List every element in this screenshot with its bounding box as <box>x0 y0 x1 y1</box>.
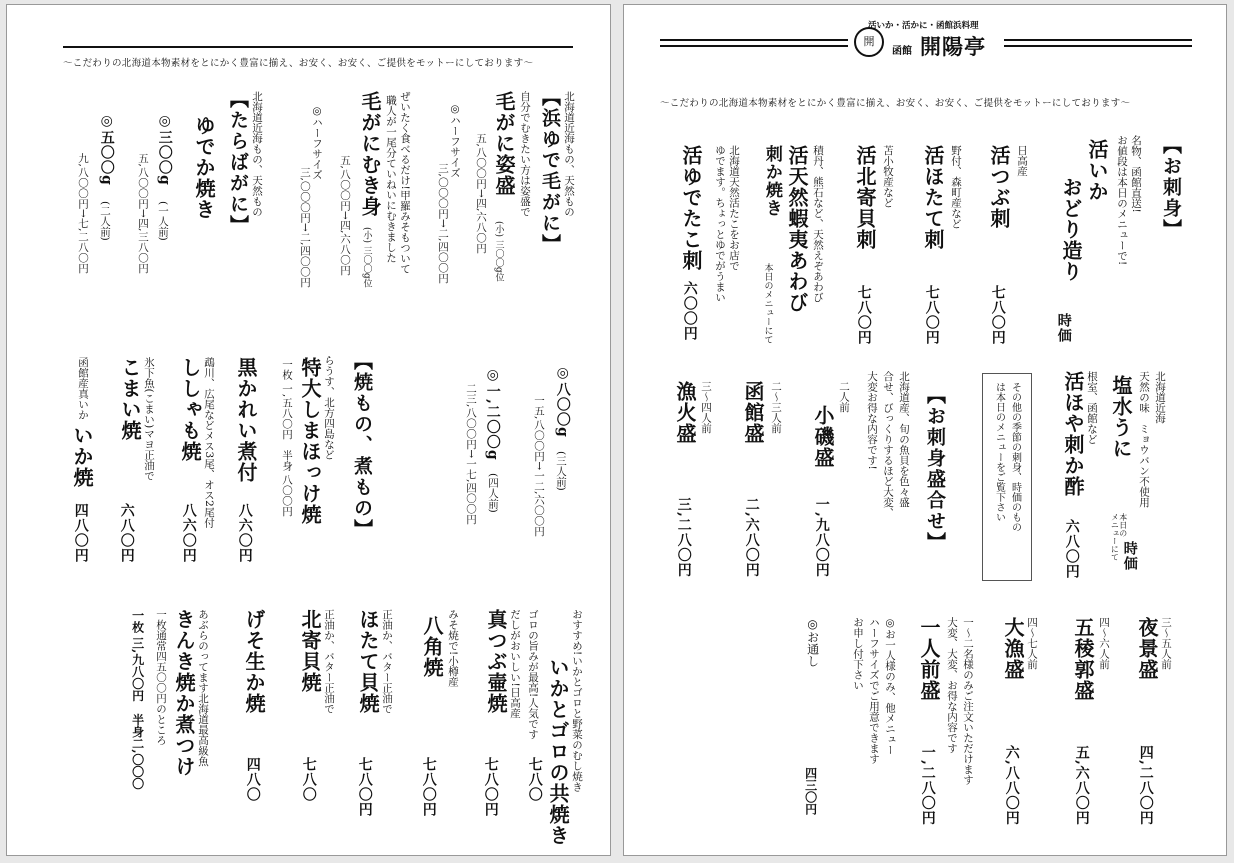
yakimono-section-heading: 【焼もの、煮もの】 <box>350 351 373 540</box>
hakodate-price: 二,六八〇円 <box>743 497 760 578</box>
tako-desc: 北海道天然活たこをお店で <box>728 145 741 271</box>
uni-desc: 天然の味 ミョウバン不使用 <box>1138 371 1151 508</box>
sugata-price: 五,八〇〇円→四,六八〇円 <box>475 133 488 254</box>
seasonal-note-box <box>982 373 1032 581</box>
mukimi-price: 五,八〇〇円→四,六八〇円 <box>339 155 352 276</box>
goryo-price: 五,六八〇円 <box>1073 745 1090 826</box>
geso-title: げそ生か焼 <box>242 609 266 714</box>
brand-tagline: 活いか・活かに・函館浜料理 <box>868 21 979 31</box>
kyoyaki-title: いかとゴロの共焼き <box>546 657 570 846</box>
g1200-people: (四人前) <box>487 473 500 513</box>
ichinin-price: 一,二八〇円 <box>919 745 936 826</box>
isaribi-price: 三,二八〇円 <box>675 497 692 578</box>
hotate-sashi-price: 七八〇円 <box>923 285 940 345</box>
kyoyaki-price: 七八〇 <box>526 757 543 802</box>
kyoyaki-desc: ゴロの旨みが最高!人気です <box>527 609 540 740</box>
g500-price: 九,八〇〇円→七,二八〇円 <box>77 153 90 274</box>
g800-price: 一五,八〇〇円→一二,六〇〇円 <box>533 395 546 537</box>
hamayude-desc: 北海道近海もの、天然もの <box>563 91 576 217</box>
yakei-title: 夜景盛 <box>1135 617 1159 680</box>
box-note-text: その他の季節の刺身、時価のもの <box>1009 382 1021 532</box>
mukimi-desc: ぜいたく食べるだけ!甲羅みそもついて <box>399 91 412 274</box>
header-rule-right-2 <box>1004 45 1192 47</box>
g300-price: 五,八〇〇円→四,三八〇円 <box>137 153 150 274</box>
koiso-desc: 二人前 <box>838 381 851 413</box>
hotate-sashi-title: 活ほたて刺 <box>921 145 945 250</box>
shop-emblem-logo: 開 <box>854 27 884 57</box>
ikayaki-desc: 函館産真いか <box>77 357 90 420</box>
mukimi-title: 毛がにむき身 <box>358 91 382 217</box>
komai-desc: 氷下魚(こまい)マヨ正油で <box>143 357 156 481</box>
odori-price: 時価 <box>1055 313 1072 343</box>
komai-price: 六八〇円 <box>118 503 135 563</box>
half-desc: ◎お一人様のみ、他メニュー <box>884 617 897 755</box>
hotate-desc: 野付、森町産など <box>950 145 963 229</box>
uni-note: 本日の メニューにて <box>1110 513 1128 561</box>
hoya-title: 活ほや刺か酢 <box>1061 371 1085 497</box>
moriawase-desc: 北海道産、旬の魚貝を色々盛 <box>898 371 911 508</box>
kinki-desc: 一枚通常四五〇〇円のところ <box>155 609 168 746</box>
otoshi-title: ◎お通し <box>805 617 820 667</box>
tairyo-title: 大漁盛 <box>1001 617 1025 680</box>
tairyo-desc: 四〜七人前 <box>1026 617 1039 670</box>
hokki-desc: 正油か、バター正油で <box>323 609 336 714</box>
hokke-desc: らうす、北方四島など <box>323 355 336 460</box>
hotate-yaki-title: ほたて貝焼 <box>356 609 380 714</box>
hokki-yaki-title: 北寄貝焼 <box>298 609 322 693</box>
hokke-desc: 一枚 一,五八〇円 半身 八〇〇円 <box>281 359 294 517</box>
kinki-title: きんき焼か煮つけ <box>172 609 196 777</box>
half2-price: 三,〇〇〇円→二,四〇〇円 <box>299 167 312 288</box>
taraba-desc: 北海道近海もの、天然もの <box>251 91 264 217</box>
moriawase-desc: 大変お得な内容です! <box>866 371 879 470</box>
g500-people: (二人前) <box>99 201 112 241</box>
ezo-desc: 積丹、熊石など、天然えぞあわび <box>812 145 825 303</box>
koiso-price: 一,九八〇円 <box>813 497 830 578</box>
tsubo-desc: だしがおいしい!日高産 <box>509 609 522 719</box>
isaribi-title: 漁火盛 <box>673 381 697 444</box>
isaribi-desc: 三〜四人前 <box>700 381 713 434</box>
ezo-note: 本日のメニューにて <box>762 263 773 344</box>
tako-desc: ゆでます。ちょっとゆでがうまい <box>714 145 727 303</box>
uni-desc: 北海道近海 <box>1154 371 1167 424</box>
half2-label: ◎ハーフサイズ <box>311 105 324 180</box>
ikayaki-price: 四八〇円 <box>72 503 89 563</box>
g1200-price: 二三,八〇〇円→一七,四〇〇円 <box>465 383 478 525</box>
hoya-desc: 根室、函館など <box>1086 371 1099 445</box>
hakkaku-title: 八角焼 <box>420 615 444 678</box>
brand-name: 開陽亭 <box>920 34 986 59</box>
tsubo-price: 七八〇円 <box>482 757 499 817</box>
half1-label: ◎ハーフサイズ <box>449 103 462 178</box>
ichinin-title: 一人前盛 <box>917 617 941 701</box>
odori-title: おどり造り <box>1059 177 1083 282</box>
ikayaki-title: いか焼 <box>70 425 94 488</box>
hokke-title: 特大しまほっけ焼 <box>298 357 322 525</box>
kinki-desc: あぶらのってます北海道最高級魚 <box>197 609 210 767</box>
tsubu-price: 七八〇円 <box>989 285 1006 345</box>
ichinin-desc: 大変、大変、お得な内容です <box>946 617 959 754</box>
tsubu-desc: 日高産 <box>1016 145 1029 177</box>
kinki-price: 一枚 三,九八〇円 半身二,〇〇〇 <box>130 609 145 790</box>
g500-label: ◎五〇〇g <box>98 113 115 186</box>
hamayude-desc: 自分でむきたい方は姿盛で <box>519 91 532 217</box>
g800-people: (三人前) <box>555 451 568 491</box>
hakkaku-price: 七八〇円 <box>420 757 437 817</box>
hotate-desc: 正油か、バター正油で <box>381 609 394 714</box>
top-rule <box>63 46 573 48</box>
header-rule-left-2 <box>660 45 848 47</box>
tairyo-price: 六,八八〇円 <box>1003 745 1020 826</box>
hokki-yaki-price: 七八〇 <box>300 757 317 802</box>
tsubo-title: 真つぶ壷焼 <box>484 609 508 714</box>
otoshi-price: 四三〇円 <box>803 767 818 815</box>
kyoyaki-desc: おすすめ!いかとゴロと野菜のむし焼き <box>571 609 584 792</box>
hokki-sashi-title: 活北寄貝刺 <box>853 145 877 250</box>
shishamo-title: ししゃも焼 <box>178 357 202 462</box>
slogan-text: 〜こだわりの北海道本物素材をとにかく豊富に揃え、お安く、お安く、ご提供をモットーにしております〜 <box>63 58 534 69</box>
geso-price: 四八〇 <box>244 757 261 802</box>
tako-title: 活ゆでたこ刺 <box>679 145 703 271</box>
yakei-desc: 三〜五人前 <box>1160 617 1173 670</box>
hokki-desc: 苫小牧産など <box>882 145 895 208</box>
menu-page-left <box>6 4 611 856</box>
goryo-desc: 四〜六人前 <box>1098 617 1111 670</box>
odori-title: 活いか <box>1085 139 1109 202</box>
hakkaku-desc: みそ焼で!小樽産 <box>447 609 460 687</box>
uni-price: 時価 <box>1121 541 1138 571</box>
half1-price: 三,〇〇〇円→二,四〇〇円 <box>437 163 450 284</box>
g300-people: (一人前) <box>157 201 170 241</box>
taraba-section-heading: 【たらばがに】 <box>226 89 249 236</box>
header-rule-left <box>660 39 848 41</box>
half-desc: お申し付下さい <box>852 617 865 691</box>
odori-desc: 名物、函館直送! <box>1130 135 1143 213</box>
kurokarei-title: 黒かれい煮付 <box>234 357 258 483</box>
hoya-price: 六八〇円 <box>1063 519 1080 579</box>
komai-title: こまい焼 <box>118 357 142 441</box>
uni-title: 塩水うに <box>1109 375 1133 459</box>
brand-city: 函館 <box>892 46 912 57</box>
hotate-yaki-price: 七八〇円 <box>356 757 373 817</box>
header-rule-right <box>1004 39 1192 41</box>
shishamo-price: 八六〇円 <box>180 503 197 563</box>
yakei-price: 四,二八〇円 <box>1137 745 1154 826</box>
moriawase-desc: 合せ、びっくりするほど大変、 <box>882 371 895 518</box>
mukimi-desc: 職人が一尾分ていねいにむきました <box>385 95 398 263</box>
ezo-title: 活天然蝦夷あわび <box>785 145 809 313</box>
g300-label: ◎三〇〇g <box>156 113 173 186</box>
ichinin-desc: 一〜二名様のみご注文いただけます <box>962 617 975 785</box>
koiso-title: 小磯盛 <box>811 405 835 468</box>
moriawase-section-heading: 【お刺身盛合せ】 <box>923 385 946 553</box>
taraba-sub: ゆでか焼き <box>192 115 216 220</box>
shishamo-desc: 鵡川、広尾などメス3尾、オス2尾付 <box>203 357 216 528</box>
hakodate-desc: 二〜三人前 <box>770 381 783 434</box>
g800-label: ◎八〇〇g <box>554 365 571 438</box>
g1200-label: ◎一,二〇〇g <box>484 367 501 461</box>
half-desc: ハーフサイズでご用意できます <box>868 617 881 764</box>
hamayude-section-heading: 【浜ゆで毛がに】 <box>538 87 561 255</box>
hokki-sashi-price: 七八〇円 <box>855 285 872 345</box>
kurokarei-price: 八六〇円 <box>236 503 253 563</box>
ezo-sub: 刺か焼き <box>761 145 782 217</box>
mukimi-size: (小) 三〇〇g位 <box>361 227 372 288</box>
slogan-text: 〜こだわりの北海道本物素材をとにかく豊富に揃え、お安く、お安く、ご提供をモットーにしております〜 <box>660 98 1131 109</box>
odori-desc: お値段は本日のメニューで! <box>1116 135 1129 266</box>
tako-price: 六〇〇円 <box>681 281 698 341</box>
box-note-text: は本日のメニューをご覧下さい <box>993 382 1005 522</box>
sugata-title: 毛がに姿盛 <box>492 91 516 196</box>
goryo-title: 五稜郭盛 <box>1071 617 1095 701</box>
hakodate-title: 函館盛 <box>741 381 765 444</box>
tsubu-title: 活つぶ刺 <box>987 145 1011 229</box>
menu-page-right <box>623 4 1227 856</box>
sashimi-section-heading: 【お刺身】 <box>1159 135 1182 240</box>
sugata-size: (小) 三〇〇g位 <box>493 221 504 282</box>
